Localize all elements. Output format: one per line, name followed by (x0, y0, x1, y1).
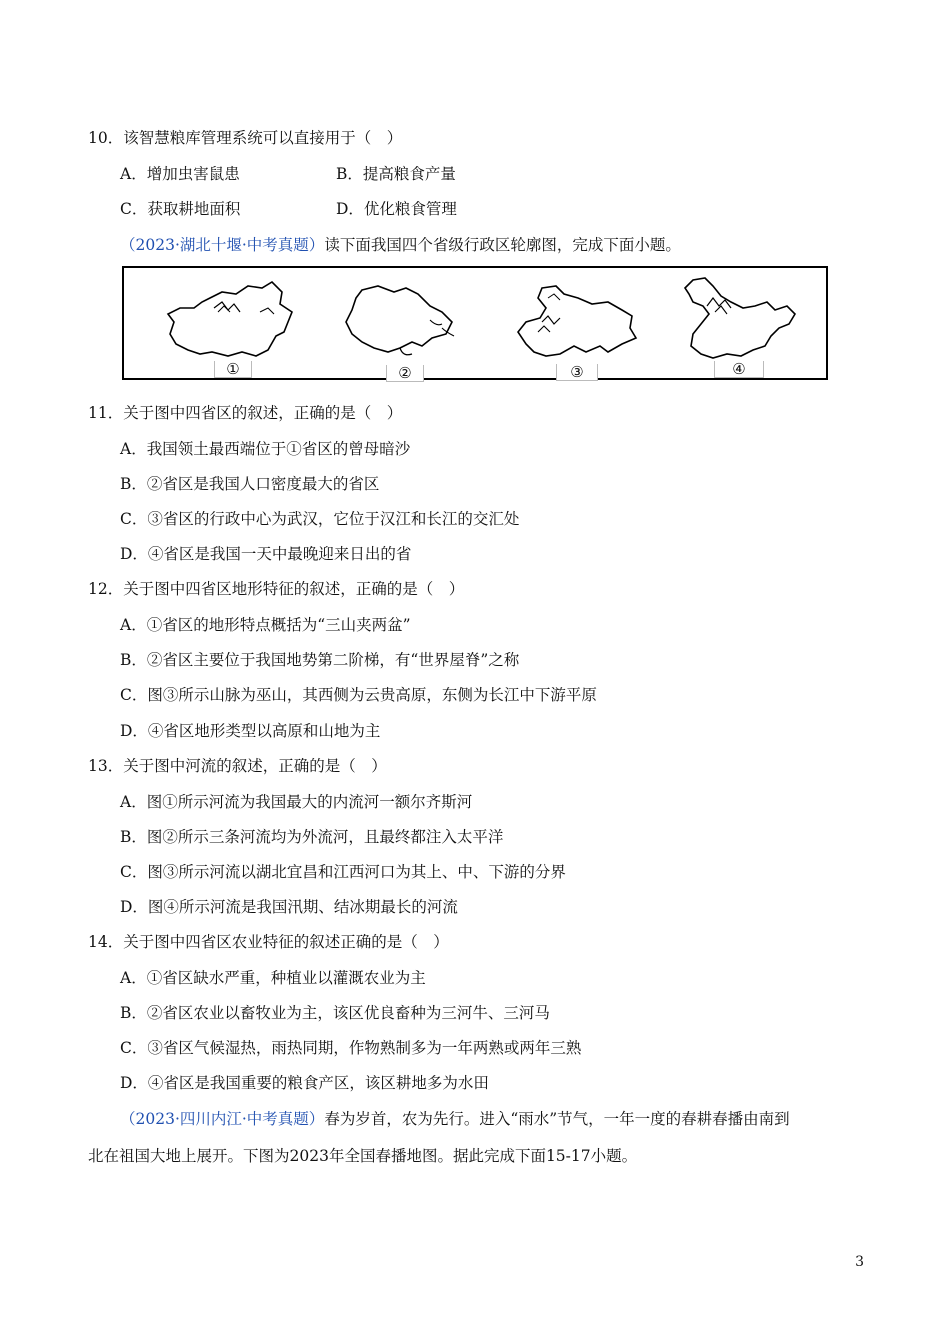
q11-option-b: B．②省区是我国人口密度最大的省区 (120, 475, 380, 493)
province-outline-3 (512, 282, 644, 362)
group2-text-1: 春为岁首，农为先行。进入“雨水”节气，一年一度的春耕春播由南到 (324, 1110, 790, 1128)
q11-stem: 11．关于图中四省区的叙述，正确的是（ ） (88, 404, 403, 422)
group2-intro-line1 (120, 1109, 790, 1129)
province-outline-figure (122, 266, 828, 380)
q10-option-d: D．优化粮食管理 (336, 200, 457, 218)
q12-option-a: A．①省区的地形特点概括为“三山夹两盆” (120, 616, 411, 634)
q11-option-d: D．④省区是我国一天中最晚迎来日出的省 (120, 545, 412, 563)
q14-option-b: B．②省区农业以畜牧业为主，该区优良畜种为三河牛、三河马 (120, 1004, 550, 1022)
q13-option-d: D．图④所示河流是我国汛期、结冰期最长的河流 (120, 898, 458, 916)
map-label-1: ① (214, 361, 252, 378)
q13-option-b: B．图②所示三条河流均为外流河，且最终都注入太平洋 (120, 828, 504, 846)
group2-text-2: 北在祖国大地上展开。下图为2023年全国春播地图。据此完成下面15-17小题。 (88, 1147, 638, 1165)
province-outline-4 (679, 276, 803, 364)
province-outline-1 (164, 278, 304, 360)
q13-stem: 13．关于图中河流的叙述，正确的是（ ） (88, 757, 387, 775)
q14-option-d: D．④省区是我国重要的粮食产区，该区耕地多为水田 (120, 1074, 489, 1092)
q11-option-c: C．③省区的行政中心为武汉，它位于汉江和长江的交汇处 (120, 510, 520, 528)
q13-option-c: C．图③所示河流以湖北宜昌和江西河口为其上、中、下游的分界 (120, 863, 566, 881)
q14-option-c: C．③省区气候湿热，雨热同期，作物熟制多为一年两熟或两年三熟 (120, 1039, 582, 1057)
province-outline-2 (342, 282, 464, 362)
q10-option-c: C．获取耕地面积 (120, 200, 241, 218)
q12-option-c: C．图③所示山脉为巫山，其西侧为云贵高原，东侧为长江中下游平原 (120, 686, 597, 704)
map-label-4: ④ (714, 361, 764, 378)
map-label-2: ② (386, 365, 424, 382)
q11-option-a: A．我国领土最西端位于①省区的曾母暗沙 (120, 440, 411, 458)
q14-stem: 14．关于图中四省区农业特征的叙述正确的是（ ） (88, 933, 449, 951)
group2-source: （2023·四川内江·中考真题） (120, 1110, 325, 1128)
q10-option-a: A．增加虫害鼠患 (120, 165, 240, 183)
q10-option-b: B．提高粮食产量 (336, 165, 456, 183)
q12-stem: 12．关于图中四省区地形特征的叙述，正确的是（ ） (88, 580, 465, 598)
page-number: 3 (855, 1254, 864, 1270)
group1-intro (120, 235, 681, 255)
group1-text: 读下面我国四个省级行政区轮廓图，完成下面小题。 (324, 236, 681, 254)
q14-option-a: A．①省区缺水严重，种植业以灌溉农业为主 (120, 969, 426, 987)
q10-stem: 10．该智慧粮库管理系统可以直接用于（ ） (88, 129, 403, 147)
group1-source: （2023·湖北十堰·中考真题） (120, 236, 325, 254)
q12-option-b: B．②省区主要位于我国地势第二阶梯，有“世界屋脊”之称 (120, 651, 520, 669)
q13-option-a: A．图①所示河流为我国最大的内流河一额尔齐斯河 (120, 793, 473, 811)
q12-option-d: D．④省区地形类型以高原和山地为主 (120, 722, 381, 740)
map-label-3: ③ (556, 364, 598, 381)
